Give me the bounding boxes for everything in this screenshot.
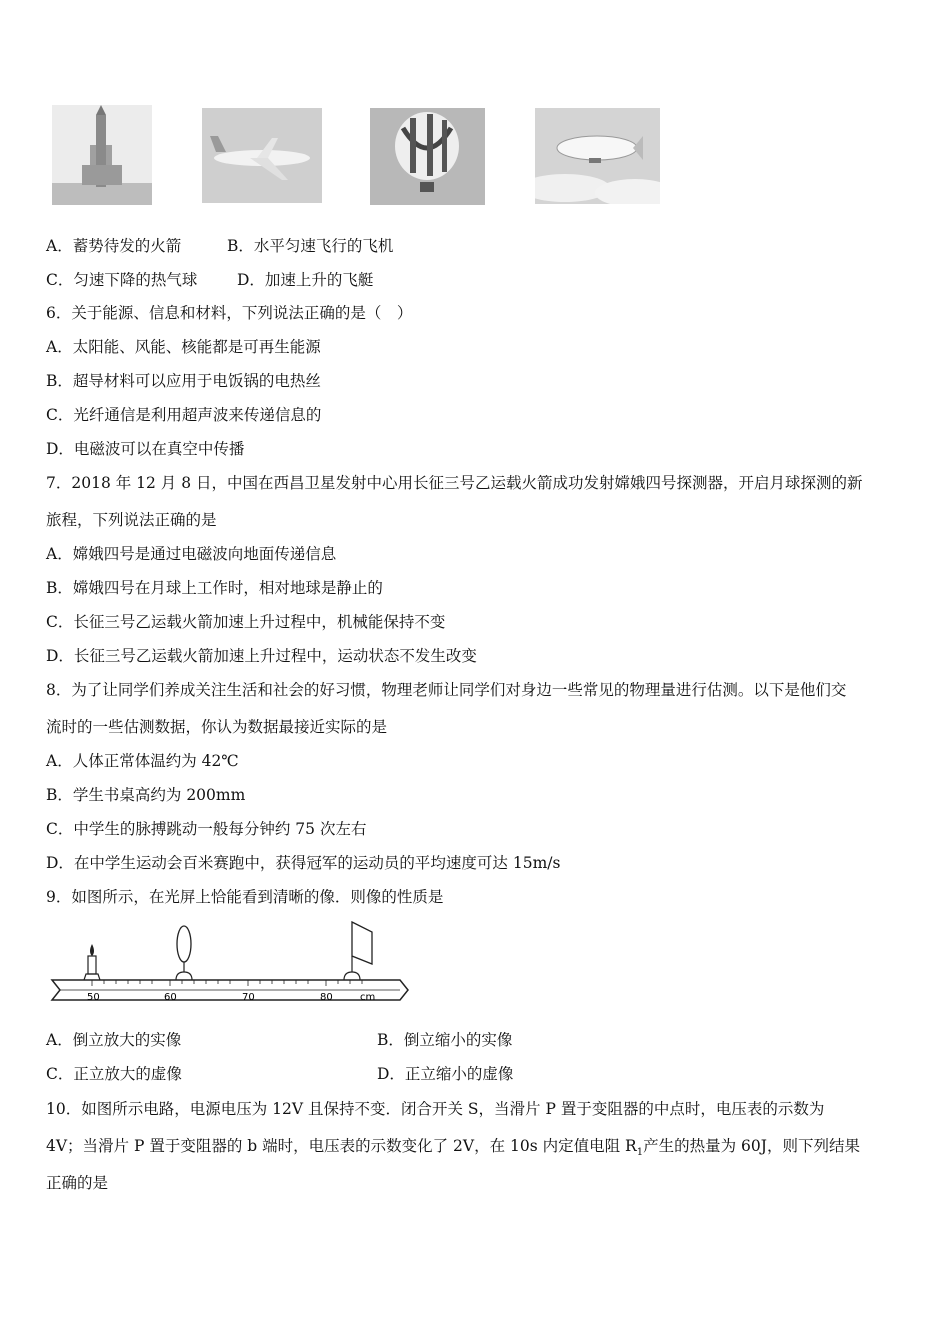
- q5-option-a: A．蓄势待发的火箭: [46, 237, 182, 255]
- rocket-photo: [52, 105, 152, 205]
- q6-option-d: D．电磁波可以在真空中传播: [46, 440, 245, 458]
- airship-photo: [535, 108, 660, 204]
- airplane-photo: [202, 108, 322, 203]
- q7-option-d: D．长征三号乙运载火箭加速上升过程中，运动状态不发生改变: [46, 647, 477, 665]
- q8-option-b: B．学生书桌高约为 200mm: [46, 786, 246, 804]
- q6-option-b: B．超导材料可以应用于电饭锅的电热丝: [46, 372, 321, 390]
- balloon-illustration: [370, 108, 485, 205]
- optical-bench-diagram: [46, 918, 416, 1010]
- q8-stem-line2: 流时的一些估测数据，你认为数据最接近实际的是: [46, 718, 388, 736]
- q7-stem-line1: 7．2018 年 12 月 8 日，中国在西昌卫星发射中心用长征三号乙运载火箭成功发射嫦娥四号探测器，开启月球探测的新: [46, 474, 863, 492]
- q10-resistor-subscript: 1: [636, 1147, 644, 1159]
- q7-stem-line2: 旅程，下列说法正确的是: [46, 511, 217, 529]
- ruler-label-50: 50: [87, 992, 100, 1003]
- q9-stem: 9．如图所示，在光屏上恰能看到清晰的像．则像的性质是: [46, 888, 444, 906]
- q10-stem-line2: [46, 1136, 860, 1163]
- q8-option-a: A．人体正常体温约为 42℃: [46, 752, 239, 770]
- q8-option-c: C．中学生的脉搏跳动一般每分钟约 75 次左右: [46, 820, 367, 838]
- q9-option-c: C．正立放大的虚像: [46, 1065, 182, 1083]
- ruler-label-70: 70: [242, 992, 255, 1003]
- q9-option-a: A．倒立放大的实像: [46, 1031, 182, 1049]
- q7-option-c: C．长征三号乙运载火箭加速上升过程中，机械能保持不变: [46, 613, 446, 631]
- q8-option-d: D．在中学生运动会百米赛跑中，获得冠军的运动员的平均速度可达 15m/s: [46, 854, 561, 872]
- airplane-illustration: [202, 108, 322, 203]
- q6-stem: 6．关于能源、信息和材料，下列说法正确的是（ ）: [46, 304, 413, 322]
- ruler-label-60: 60: [164, 992, 177, 1003]
- q6-option-c: C．光纤通信是利用超声波来传递信息的: [46, 406, 322, 424]
- q8-stem-line1: 8．为了让同学们养成关注生活和社会的好习惯，物理老师让同学们对身边一些常见的物理量进行估测。以下是他们交: [46, 681, 847, 699]
- light-screen: [344, 922, 372, 980]
- q5-option-d: D．加速上升的飞艇: [237, 271, 374, 289]
- q10-stem-line1: 10．如图所示电路，电源电压为 12V 且保持不变．闭合开关 S，当滑片 P 置于变阻器的中点时，电压表的示数为: [46, 1100, 825, 1118]
- hot-air-balloon-photo: [370, 108, 485, 205]
- q9-option-d: D．正立缩小的虚像: [377, 1065, 514, 1083]
- airship-illustration: [535, 108, 660, 204]
- q7-option-b: B．嫦娥四号在月球上工作时，相对地球是静止的: [46, 579, 383, 597]
- q5-option-c: C．匀速下降的热气球: [46, 271, 198, 289]
- q5-option-b: B．水平匀速飞行的飞机: [227, 237, 394, 255]
- ruler-label-unit: cm: [360, 992, 376, 1003]
- ruler-ticks: [92, 980, 362, 986]
- convex-lens: [176, 926, 192, 980]
- q6-option-a: A．太阳能、风能、核能都是可再生能源: [46, 338, 321, 356]
- q9-option-b: B．倒立缩小的实像: [377, 1031, 513, 1049]
- q10-stem-line2-post: 产生的热量为 60J，则下列结果: [643, 1137, 860, 1155]
- ruler-label-80: 80: [320, 992, 333, 1003]
- q7-option-a: A．嫦娥四号是通过电磁波向地面传递信息: [46, 545, 337, 563]
- q10-stem-line2-pre: 4V；当滑片 P 置于变阻器的 b 端时，电压表的示数变化了 2V，在 10s 内定值电阻 R: [46, 1137, 637, 1155]
- q10-stem-line3: 正确的是: [46, 1174, 109, 1192]
- candle: [84, 944, 100, 980]
- rocket-illustration: [52, 105, 152, 205]
